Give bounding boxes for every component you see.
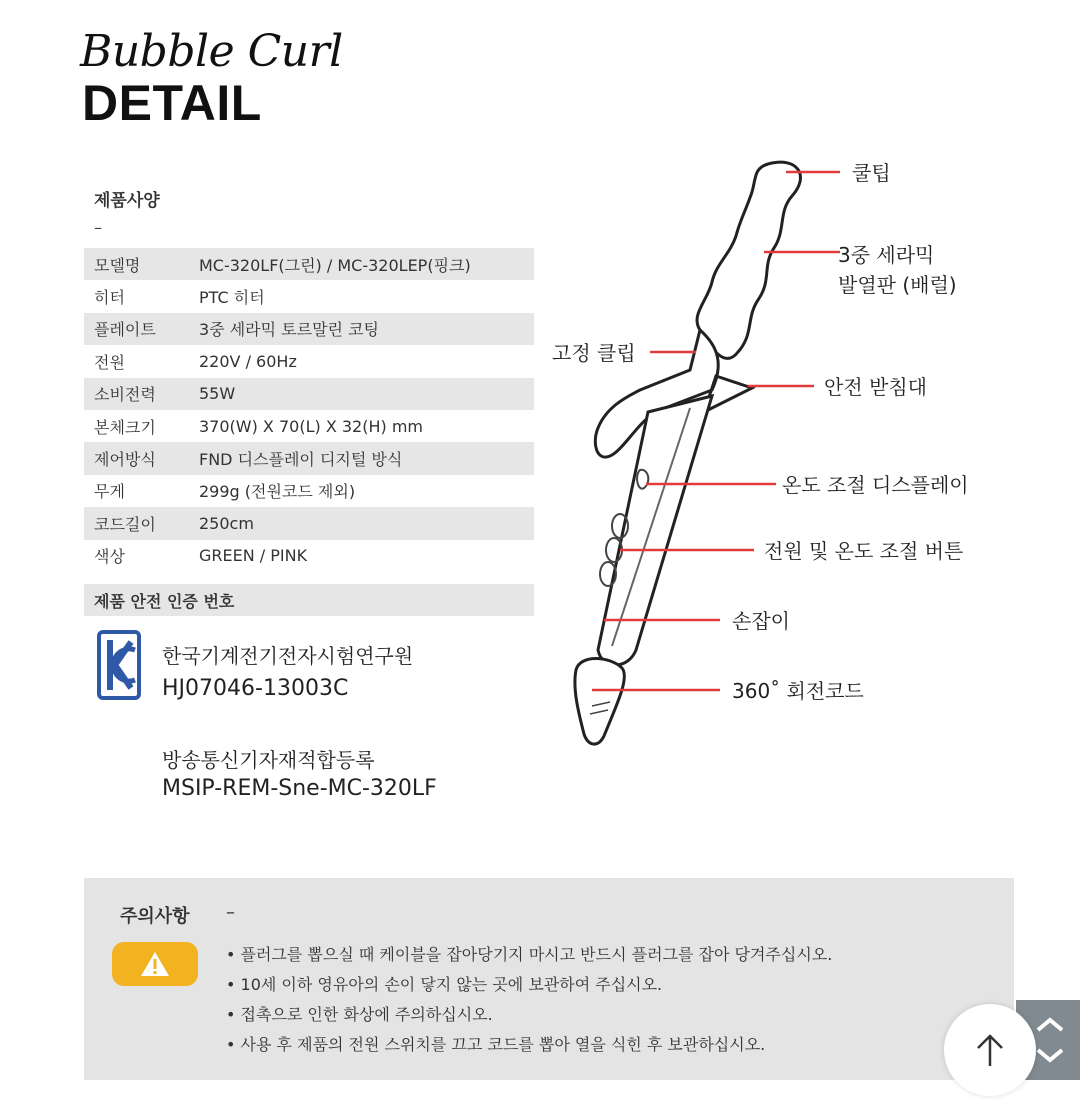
- spec-row: [84, 248, 534, 280]
- spec-key: 제어방식: [94, 450, 156, 470]
- warning-triangle-icon: [139, 950, 171, 978]
- spec-value: 220V / 60Hz: [199, 351, 297, 371]
- cert-organization: 한국기계전기전자시험연구원: [162, 644, 414, 668]
- callout-stand: 안전 받침대: [824, 375, 927, 399]
- spec-value: GREEN / PINK: [199, 546, 308, 566]
- spec-row: [84, 442, 534, 474]
- caution-item: • 사용 후 제품의 전원 스위치를 끄고 코드를 뽑아 열을 식힌 후 보관하십시오.: [226, 1035, 766, 1054]
- callout-buttons: 전원 및 온도 조절 버튼: [764, 539, 964, 563]
- cert-heading-label: 제품 안전 인증 번호: [94, 591, 235, 611]
- page-title: DETAIL: [82, 75, 262, 131]
- callout-handle: 손잡이: [732, 609, 790, 633]
- cert-number: HJ07046-13003C: [162, 676, 349, 701]
- spec-value: 55W: [199, 384, 236, 404]
- spec-row: [84, 475, 534, 507]
- spec-key: 무게: [94, 482, 125, 502]
- registration-label: 방송통신기자재적합등록: [162, 748, 375, 772]
- caution-item: • 플러그를 뽑으실 때 케이블을 잡아당기지 마시고 반드시 플러그를 잡아 당겨주십시오.: [226, 945, 833, 964]
- kc-mark-logo: [97, 630, 141, 700]
- spec-row: [84, 378, 534, 410]
- curler-illustration: [540, 150, 840, 750]
- spec-value: 250cm: [199, 513, 254, 533]
- callout-display: 온도 조절 디스플레이: [782, 473, 969, 497]
- spec-key: 코드길이: [94, 514, 156, 534]
- script-title: Bubble Curl: [80, 26, 343, 77]
- callout-cord: 360˚ 회전코드: [732, 679, 864, 703]
- spec-key: 소비전력: [94, 385, 156, 405]
- spec-row: [84, 345, 534, 377]
- spec-key: 전원: [94, 352, 125, 372]
- barrel-shape: [697, 162, 800, 358]
- spec-value: FND 디스플레이 디지털 방식: [199, 450, 403, 470]
- spec-row: [84, 507, 534, 539]
- warning-badge: [112, 942, 198, 986]
- spec-value: 299g (전원코드 제외): [199, 482, 356, 502]
- callout-barrel-line1: 3중 세라믹: [838, 243, 935, 267]
- spec-key: 히터: [94, 288, 125, 308]
- callout-barrel-line2: 발열판 (배럴): [838, 273, 957, 297]
- spec-row: [84, 410, 534, 442]
- spec-key: 모델명: [94, 255, 141, 275]
- caution-item: • 10세 이하 영유아의 손이 닿지 않는 곳에 보관하여 주십시오.: [226, 975, 663, 994]
- spec-row: [84, 313, 534, 345]
- spec-row: [84, 540, 534, 572]
- spec-value: PTC 히터: [199, 288, 265, 308]
- spec-key: 본체크기: [94, 417, 156, 437]
- callout-cool-tip: 쿨팁: [852, 161, 891, 185]
- scroll-to-top-button[interactable]: [944, 1004, 1036, 1096]
- caution-dash: –: [226, 902, 235, 923]
- caution-title: 주의사항: [120, 906, 190, 927]
- spec-row: [84, 280, 534, 312]
- arrow-up-icon[interactable]: [944, 1004, 1036, 1096]
- caution-item: • 접촉으로 인한 화상에 주의하십시오.: [226, 1005, 493, 1024]
- spec-value: MC-320LF(그린) / MC-320LEP(핑크): [199, 255, 471, 275]
- cert-heading: [84, 584, 534, 616]
- registration-number: MSIP-REM-Sne-MC-320LF: [162, 776, 437, 801]
- caution-list: [226, 940, 832, 1060]
- spec-value: 3중 세라믹 토르말린 코팅: [199, 320, 379, 340]
- cord-shape: [575, 659, 624, 745]
- spec-heading: 제품사양: [94, 191, 160, 211]
- spec-table: [84, 248, 534, 572]
- callout-clip: 고정 클립: [552, 341, 636, 365]
- spec-key: 플레이트: [94, 320, 156, 340]
- spec-key: 색상: [94, 547, 125, 567]
- spec-value: 370(W) X 70(L) X 32(H) mm: [199, 416, 423, 436]
- spec-dash: –: [94, 218, 102, 237]
